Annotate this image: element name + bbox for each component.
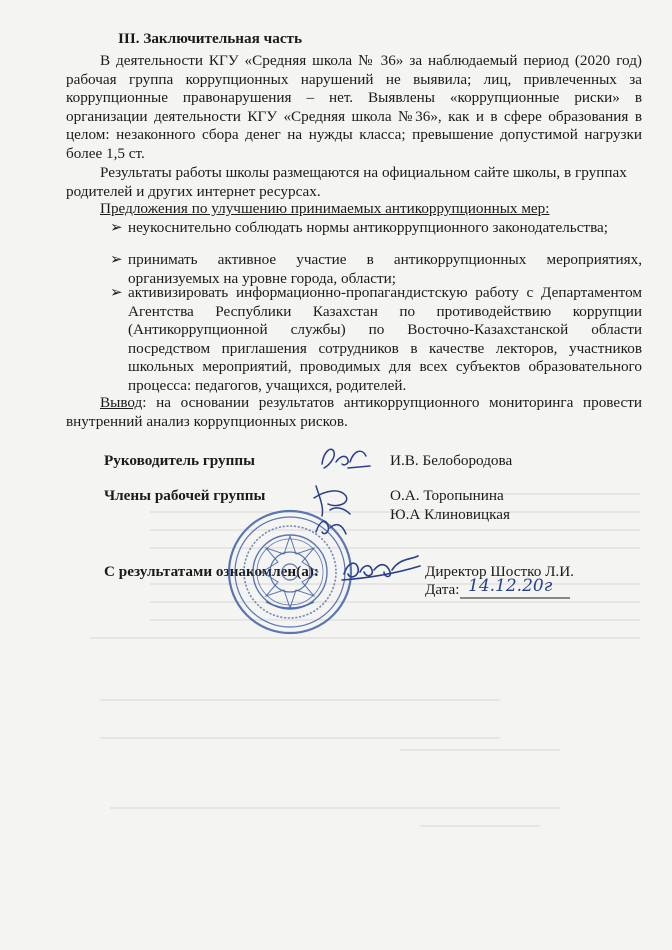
- paragraph-findings-text: В деятельности КГУ «Средняя школа № 36» за наблюдаемый период (2020 год) рабочая группа коррупционных нарушений не выявила; лиц, привлеченных за коррупционные правонарушения – нет. Выявлены «коррупционные риски» в организации деятельности КГУ «Средняя школа №36», как и в сфере образования в целом: незаконного сбора денег на нужды класса; превышение допустимой нагрузки более 1,5 ст.: [66, 52, 642, 162]
- date-label: Дата:: [425, 581, 460, 598]
- paragraph-results-text: Результаты работы школы размещаются на официальном сайте школы, в группах родителей и других интернет ресурсах.: [66, 164, 627, 200]
- arrow-bullet-icon: ➢: [110, 251, 123, 268]
- date-underline: [460, 596, 570, 600]
- section-heading: III. Заключительная часть: [118, 30, 303, 47]
- member-signature-2: [310, 514, 350, 540]
- conclusion-text: : на основании результатов антикоррупционного мониторинга провести внутренний анализ коррупционных рисков.: [66, 394, 642, 430]
- proposals-heading-text: Предложения по улучшению принимаемых антикоррупционных мер:: [100, 200, 550, 217]
- date-handwritten: 14.12.20г: [468, 576, 553, 596]
- body-paragraph-results: [66, 164, 642, 201]
- leader-name: И.В. Белобородова: [390, 452, 513, 469]
- director-name: Директор Шостко Л.И.: [425, 563, 574, 580]
- member-name-1: О.А. Торопынина: [390, 487, 504, 504]
- members-label: Члены рабочей группы: [104, 487, 266, 504]
- leader-signature: [318, 442, 372, 476]
- conclusion-label: Вывод: [100, 394, 143, 411]
- bullet-item: [110, 251, 642, 288]
- body-paragraph-findings: [66, 52, 642, 164]
- conclusion-paragraph: [66, 394, 642, 431]
- leader-label: Руководитель группы: [104, 452, 255, 469]
- arrow-bullet-icon: ➢: [110, 219, 123, 236]
- bullet-text: принимать активное участие в антикоррупционных мероприятиях, организуемых на уровне города, области;: [128, 251, 642, 287]
- proposals-heading: [66, 200, 642, 219]
- arrow-bullet-icon: ➢: [110, 284, 123, 301]
- member-name-2: Ю.А Клиновицкая: [390, 506, 511, 523]
- bullet-item: [110, 284, 642, 396]
- bullet-item: [110, 219, 642, 238]
- bullet-text: неукоснительно соблюдать нормы антикоррупционного законодательства;: [128, 219, 609, 236]
- acquainted-label: С результатами ознакомлен(а):: [104, 563, 319, 580]
- bullet-text: активизировать информационно-пропагандистскую работу с Департаментом Агентства Республики Казахстан по противодействию коррупции (Антикоррупционной службы) по Восточно-Казахстанской области посредством приглашения сотрудников в качестве лекторов, участников школьных мероприятий, проводимых для всех субъектов образовательного процесса: педагогов, учащихся, родителей.: [128, 284, 642, 394]
- director-signature: [338, 552, 424, 586]
